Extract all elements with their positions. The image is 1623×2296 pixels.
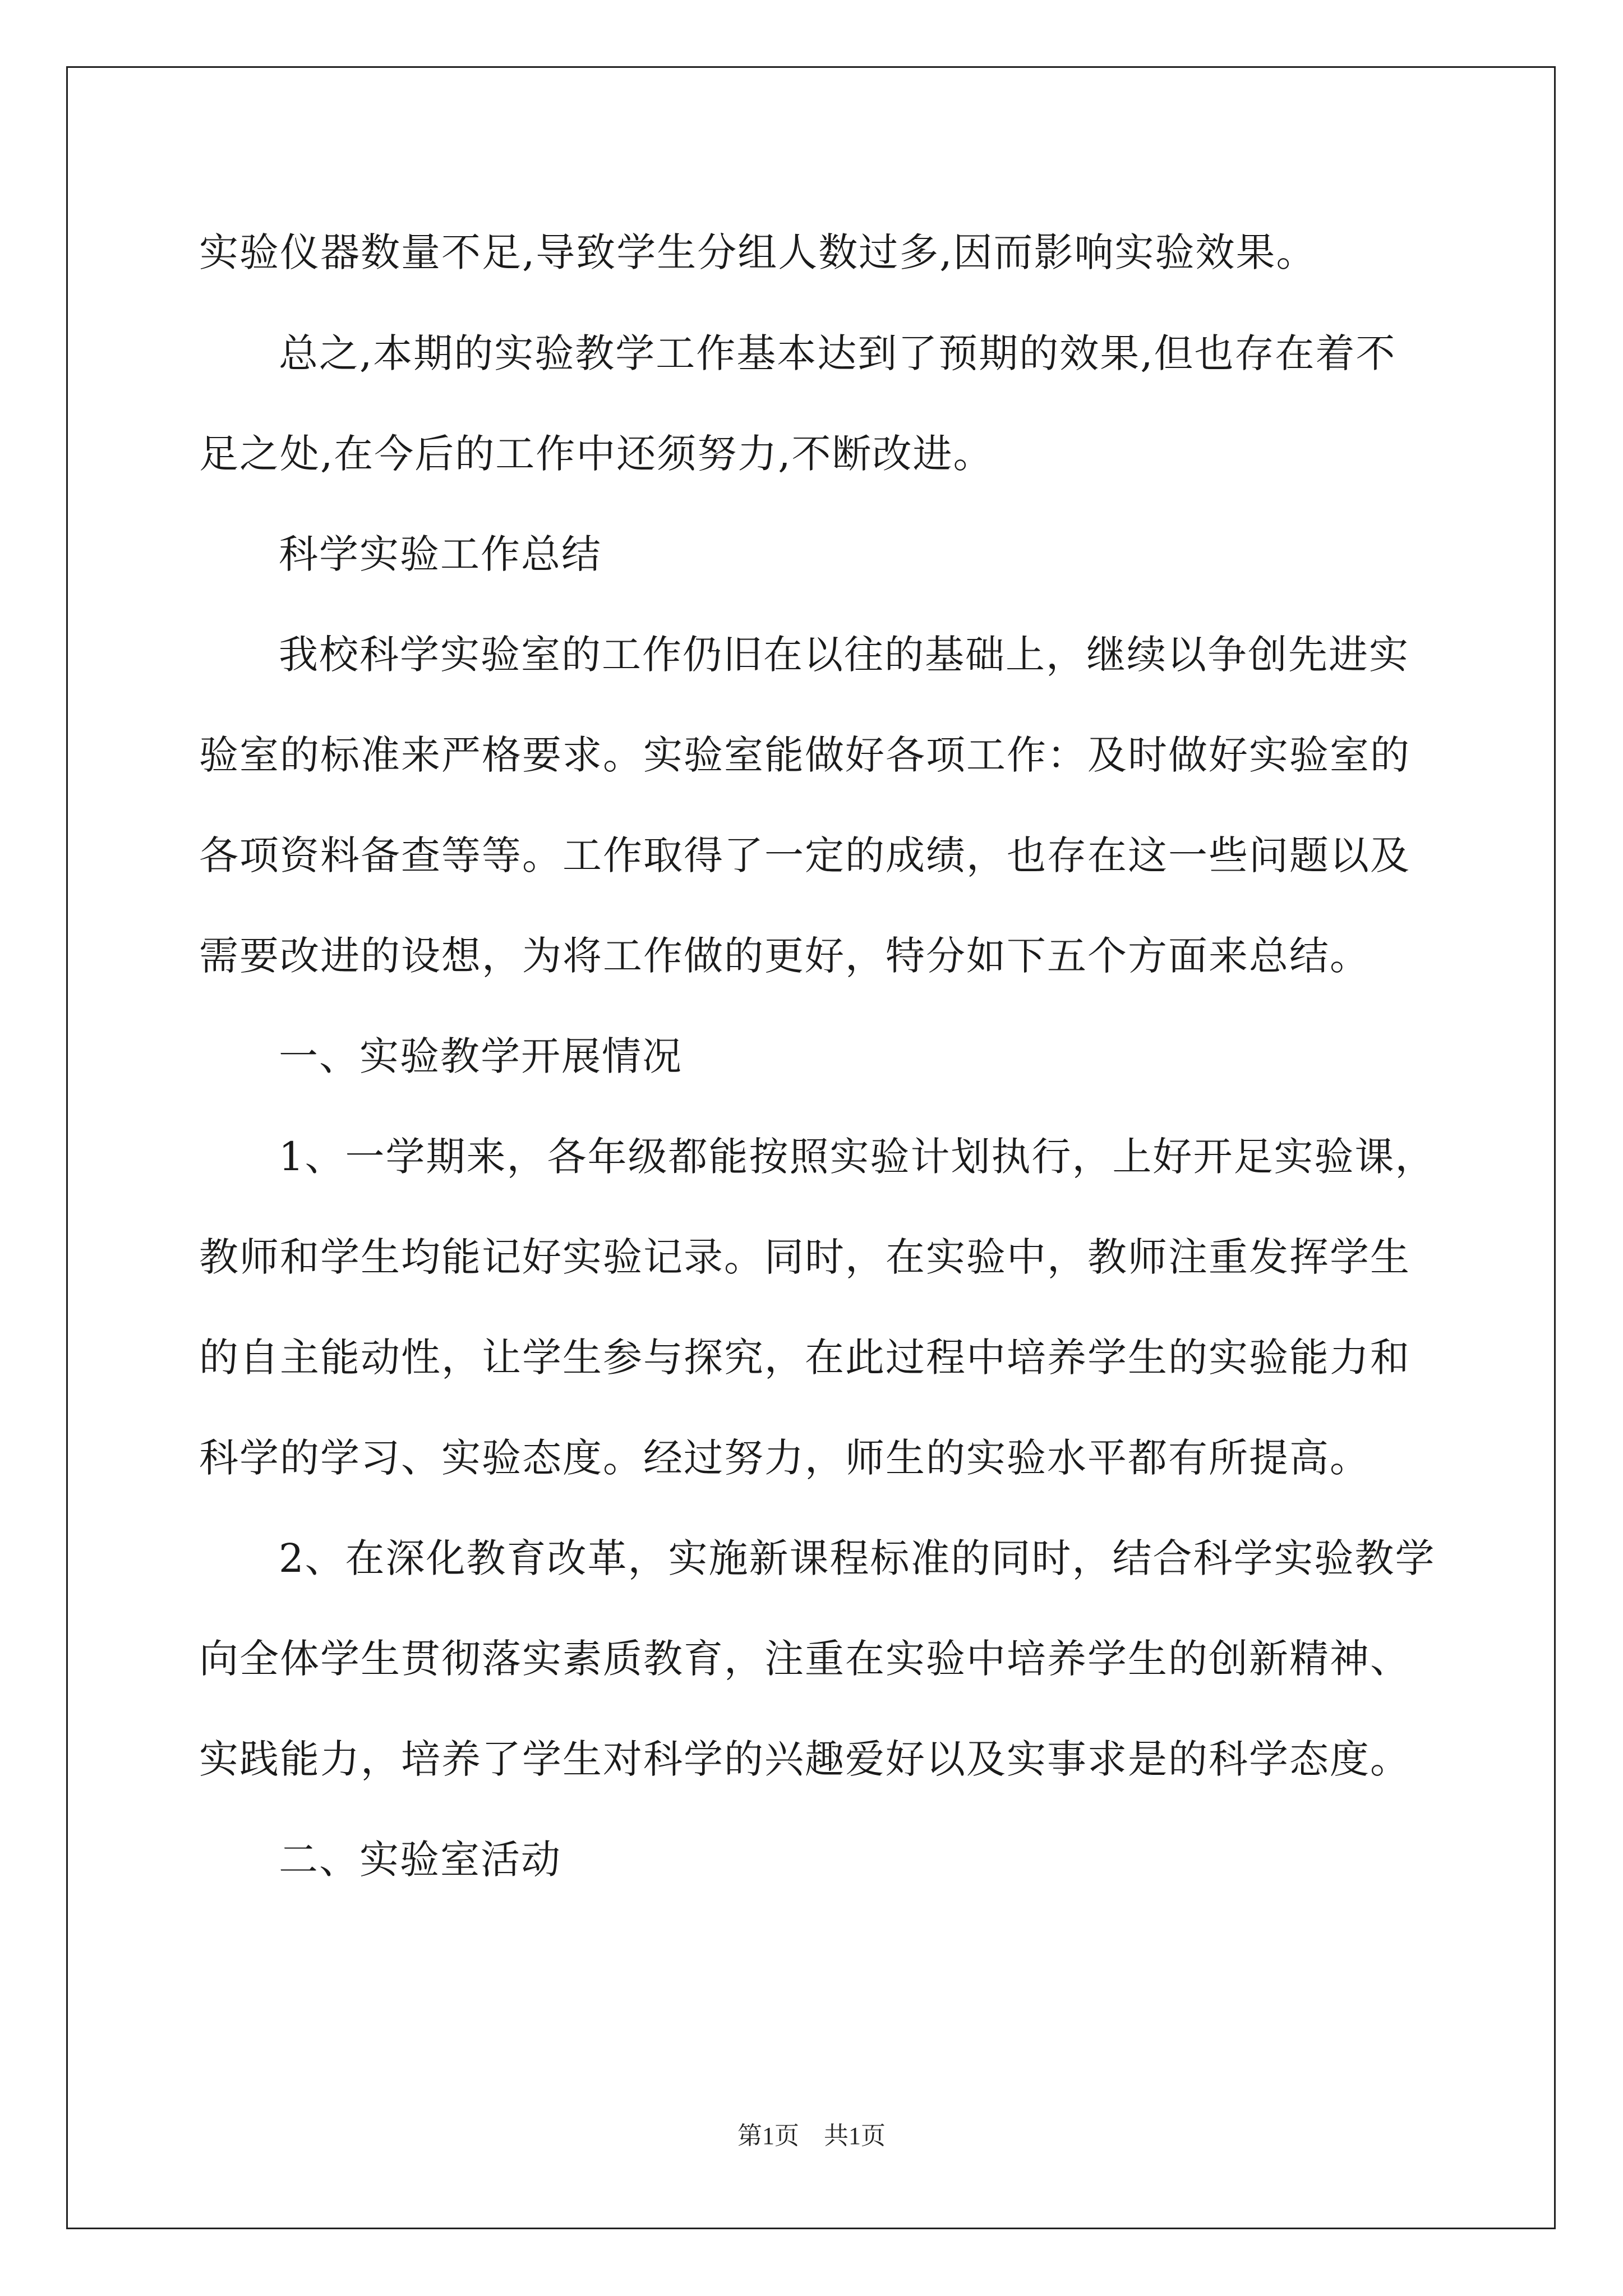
text-line: 总之,本期的实验教学工作基本达到了预期的效果,但也存在着不 (279, 330, 1396, 376)
section-title: 科学实验工作总结 (279, 531, 602, 577)
text-line: 需要改进的设想，为将工作做的更好，特分如下五个方面来总结。 (199, 933, 1370, 979)
text-line: 的自主能动性，让学生参与探究，在此过程中培养学生的实验能力和 (199, 1335, 1410, 1381)
text-line: 教师和学生均能记好实验记录。同时，在实验中，教师注重发挥学生 (199, 1234, 1410, 1280)
text-line: 我校科学实验室的工作仍旧在以往的基础上，继续以争创先进实 (279, 632, 1409, 678)
text-line: 向全体学生贯彻落实素质教育，注重在实验中培养学生的创新精神、 (199, 1636, 1410, 1682)
section-heading: 一、实验教学开展情况 (279, 1033, 683, 1079)
page-number: 第1页 共1页 (737, 2122, 886, 2150)
text-line: 实验仪器数量不足,导致学生分组人数过多,因而影响实验效果。 (199, 229, 1317, 275)
section-heading: 二、实验室活动 (279, 1837, 561, 1883)
text-line: 实践能力，培养了学生对科学的兴趣爱好以及实事求是的科学态度。 (199, 1736, 1410, 1782)
text-line: 科学的学习、实验态度。经过努力，师生的实验水平都有所提高。 (199, 1435, 1370, 1481)
text-line: 各项资料备查等等。工作取得了一定的成绩，也存在这一些问题以及 (199, 832, 1410, 878)
text-line: 2、在深化教育改革，实施新课程标准的同时，结合科学实验教学 (279, 1535, 1436, 1581)
text-line: 足之处,在今后的工作中还须努力,不断改进。 (199, 431, 994, 477)
text-line: 验室的标准来严格要求。实验室能做好各项工作：及时做好实验室的 (199, 732, 1410, 778)
text-line: 1、一学期来，各年级都能按照实验计划执行，上好开足实验课， (279, 1134, 1436, 1180)
